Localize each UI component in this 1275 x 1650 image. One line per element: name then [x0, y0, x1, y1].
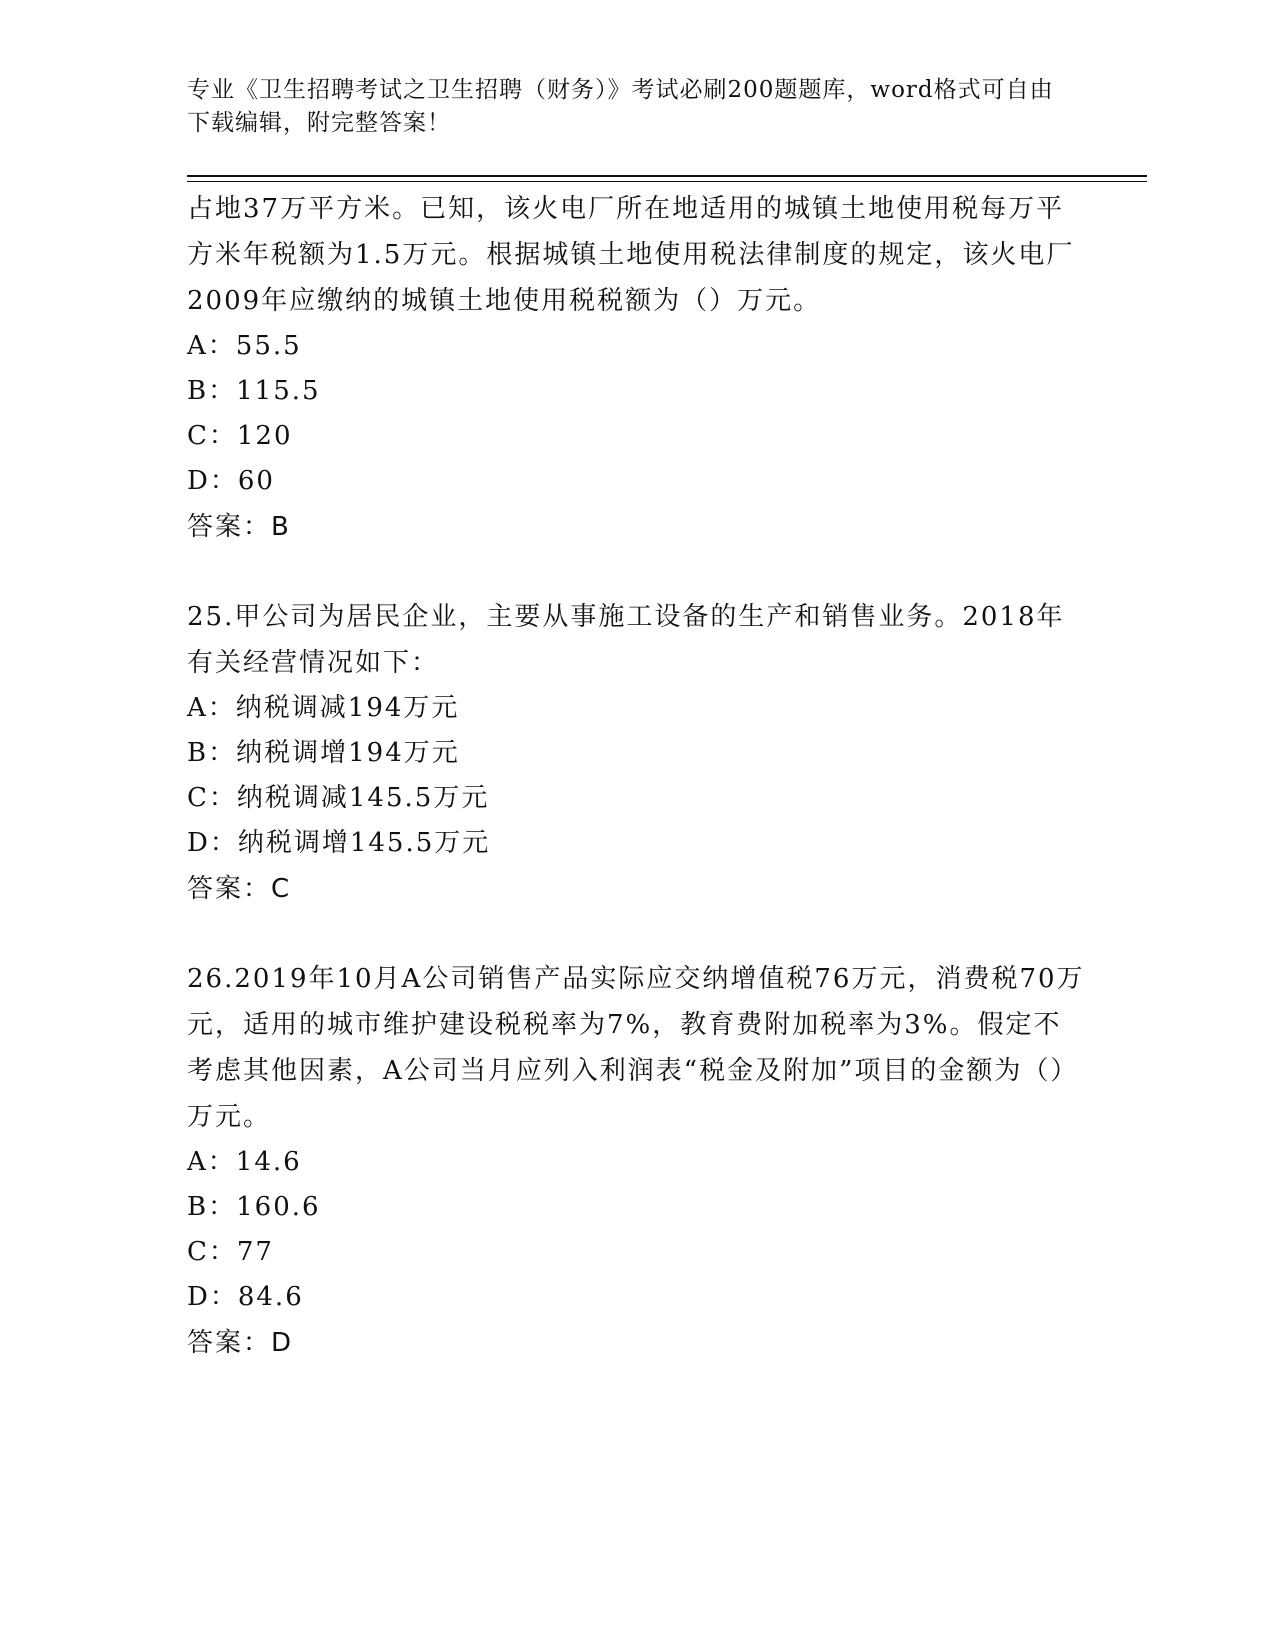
- option-b: B：160.6: [187, 1192, 321, 1222]
- option-d: D：84.6: [187, 1282, 304, 1312]
- answer-line: 答案：C: [187, 874, 292, 904]
- option-d: D：60: [187, 466, 275, 496]
- question-list: [187, 186, 1087, 1366]
- question-block: [187, 956, 1087, 1366]
- header-divider-thick: [187, 175, 1147, 177]
- header-title: 专业《卫生招聘考试之卫生招聘（财务）》考试必刷200题题库，word格式可自由下载编辑，附完整答案！: [187, 77, 1054, 136]
- answer-line: 答案：D: [187, 1328, 294, 1358]
- question-block: [187, 594, 1087, 912]
- option-b: B：115.5: [187, 376, 321, 406]
- option-c: C：120: [187, 421, 293, 451]
- answer-line: 答案：B: [187, 512, 291, 542]
- option-c: C：77: [187, 1237, 274, 1267]
- option-a: A：14.6: [187, 1147, 302, 1177]
- option-b: B：纳税调增194万元: [187, 738, 460, 768]
- document-header: [187, 74, 1067, 140]
- question-block: [187, 186, 1087, 550]
- question-stem: 占地37万平方米。已知，该火电厂所在地适用的城镇土地使用税每万平方米年税额为1.5万元。根据城镇土地使用税法律制度的规定，该火电厂2009年应缴纳的城镇土地使用税税额为（）万元。: [187, 194, 1075, 316]
- question-stem: 25.甲公司为居民企业，主要从事施工设备的生产和销售业务。2018年有关经营情况如下：: [187, 602, 1065, 678]
- option-d: D：纳税调增145.5万元: [187, 828, 491, 858]
- option-a: A：55.5: [187, 331, 302, 361]
- option-a: A：纳税调减194万元: [187, 693, 460, 723]
- question-stem: 26.2019年10月A公司销售产品实际应交纳增值税76万元，消费税70万元，适用的城市维护建设税税率为7%，教育费附加税率为3%。假定不考虑其他因素，A公司当月应列入利润表“税金及附加”项目的金额为（）万元。: [187, 964, 1085, 1132]
- option-c: C：纳税调减145.5万元: [187, 783, 490, 813]
- header-divider-thin: [187, 181, 1147, 182]
